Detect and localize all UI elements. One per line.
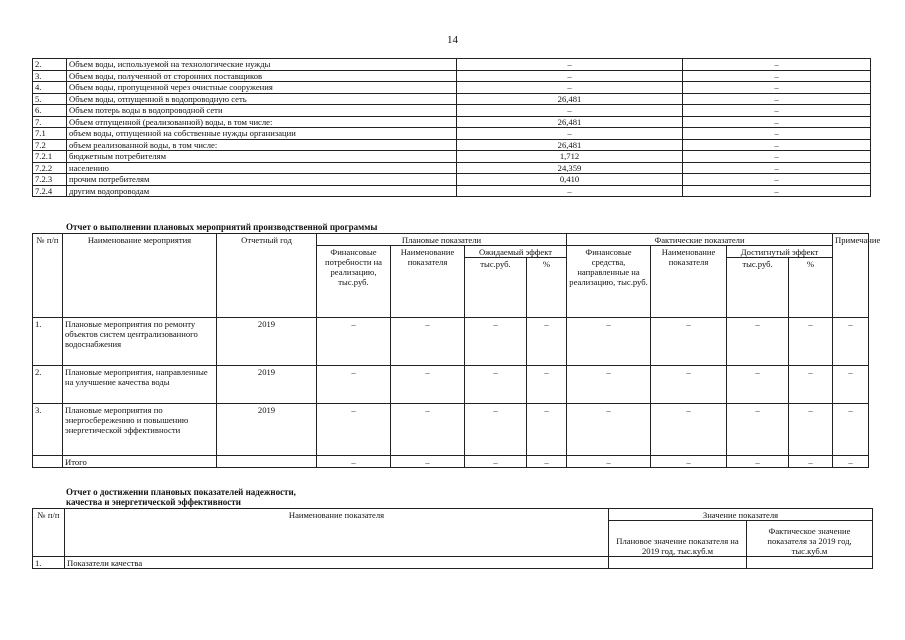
row-plan-value: 26,481	[457, 139, 683, 151]
row-value: –	[317, 318, 391, 366]
row-number: 4.	[33, 82, 67, 94]
row-value: –	[651, 366, 727, 404]
row-fact-value: –	[683, 151, 871, 163]
total-value: –	[391, 456, 465, 468]
table-row	[33, 185, 871, 197]
row-plan-value: –	[457, 82, 683, 94]
row-value: –	[567, 404, 651, 456]
row-activity-name: Плановые мероприятия, направленные на улучшение качества воды	[63, 366, 217, 404]
table-row	[33, 557, 873, 569]
table-row	[33, 151, 871, 163]
total-value: –	[527, 456, 567, 468]
table-row	[33, 82, 871, 94]
row-name: объем воды, отпущенной на собственные нужды организации	[67, 128, 457, 140]
row-fact-value: –	[683, 82, 871, 94]
row-activity-name: Плановые мероприятия по ремонту объектов систем централизованного водоснабжения	[63, 318, 217, 366]
row-name: Объем воды, используемой на технологические нужды	[67, 59, 457, 71]
activities-table	[32, 233, 881, 468]
indicators-table	[32, 508, 873, 569]
row-number: 7.1	[33, 128, 67, 140]
row-fact-value: –	[683, 185, 871, 197]
col-num: № п/п	[33, 234, 63, 318]
row-value: –	[391, 404, 465, 456]
row-plan-value: 24,359	[457, 162, 683, 174]
row-value: –	[567, 366, 651, 404]
row-number: 6.	[33, 105, 67, 117]
col-num: № п/п	[33, 509, 65, 557]
table-row	[33, 93, 871, 105]
total-value: –	[317, 456, 391, 468]
row-number: 7.	[33, 116, 67, 128]
row-value: –	[391, 318, 465, 366]
table-row	[33, 366, 869, 404]
row-name: прочим потребителям	[67, 174, 457, 186]
row-value: –	[317, 404, 391, 456]
water-volume-table	[32, 58, 871, 197]
row-name: Объем воды, полученной от сторонних поставщиков	[67, 70, 457, 82]
row-plan-value: –	[457, 128, 683, 140]
col-actual-group: Фактические показатели	[567, 234, 833, 246]
row-plan-value: –	[457, 185, 683, 197]
total-value: –	[567, 456, 651, 468]
row-name: Объем потерь воды в водопроводной сети	[67, 105, 457, 117]
table-row	[33, 318, 869, 366]
row-fact-value	[747, 557, 873, 569]
total-label: Итого	[63, 456, 217, 468]
row-fact-value: –	[683, 174, 871, 186]
col-expected-pct: %	[527, 258, 567, 318]
row-indicator-name: Показатели качества	[65, 557, 609, 569]
row-fact-value: –	[683, 59, 871, 71]
row-plan-value	[609, 557, 747, 569]
report1-title: Отчет о выполнении плановых мероприятий производственной программы	[66, 222, 378, 232]
row-number: 7.2.1	[33, 151, 67, 163]
row-year: 2019	[217, 318, 317, 366]
row-value: –	[527, 366, 567, 404]
row-number: 3.	[33, 404, 63, 456]
row-number: 7.2.4	[33, 185, 67, 197]
row-plan-value: 26,481	[457, 116, 683, 128]
row-fact-value: –	[683, 139, 871, 151]
col-fact-finance: Финансовые средства, направленные на реализацию, тыс.руб.	[567, 246, 651, 318]
col-plan-indicator: Наименование показателя	[391, 246, 465, 318]
report2-title-line1: Отчет о достижении плановых показателей надежности,	[66, 487, 296, 497]
table-row	[33, 116, 871, 128]
row-value: –	[391, 366, 465, 404]
row-value: –	[317, 366, 391, 404]
row-year: 2019	[217, 366, 317, 404]
col-fact-indicator: Наименование показателя	[651, 246, 727, 318]
row-value: –	[833, 404, 869, 456]
col-year: Отчетный год	[217, 234, 317, 318]
total-value: –	[833, 456, 869, 468]
col-plan-value: Плановое значение показателя на 2019 год, тыс.куб.м	[609, 521, 747, 557]
row-name: Объем воды, отпущенной в водопроводную сеть	[67, 93, 457, 105]
total-value: –	[727, 456, 789, 468]
row-fact-value: –	[683, 93, 871, 105]
row-number: 5.	[33, 93, 67, 105]
row-name: объем реализованной воды, в том числе:	[67, 139, 457, 151]
row-number: 1.	[33, 318, 63, 366]
table-row	[33, 139, 871, 151]
row-fact-value: –	[683, 70, 871, 82]
row-number: 7.2.3	[33, 174, 67, 186]
row-plan-value: –	[457, 70, 683, 82]
row-name: другим водопроводам	[67, 185, 457, 197]
row-number: 7.2	[33, 139, 67, 151]
col-value-group: Значение показателя	[609, 509, 873, 521]
row-fact-value: –	[683, 162, 871, 174]
col-fact-value: Фактическое значение показателя за 2019 год, тыс.куб.м	[747, 521, 873, 557]
row-value: –	[465, 318, 527, 366]
table-row	[33, 59, 871, 71]
table-row	[33, 70, 871, 82]
row-value: –	[727, 404, 789, 456]
row-plan-value: 0,410	[457, 174, 683, 186]
table-row	[33, 174, 871, 186]
col-note: Примечание	[833, 234, 869, 318]
row-fact-value: –	[683, 128, 871, 140]
total-year	[217, 456, 317, 468]
table-row	[33, 105, 871, 117]
row-name: Объем воды, пропущенной через очистные сооружения	[67, 82, 457, 94]
row-fact-value: –	[683, 116, 871, 128]
page-number: 14	[447, 34, 458, 46]
total-row	[33, 456, 869, 468]
col-planned-group: Плановые показатели	[317, 234, 567, 246]
row-number: 7.2.2	[33, 162, 67, 174]
table-row	[33, 128, 871, 140]
row-plan-value: 1,712	[457, 151, 683, 163]
col-achieved-rub: тыс.руб.	[727, 258, 789, 318]
total-value: –	[789, 456, 833, 468]
row-name: населению	[67, 162, 457, 174]
row-fact-value: –	[683, 105, 871, 117]
row-value: –	[651, 318, 727, 366]
col-expected-rub: тыс.руб.	[465, 258, 527, 318]
row-value: –	[527, 404, 567, 456]
row-value: –	[651, 404, 727, 456]
total-number	[33, 456, 63, 468]
row-plan-value: 26,481	[457, 93, 683, 105]
row-value: –	[789, 318, 833, 366]
row-value: –	[465, 404, 527, 456]
row-number: 2.	[33, 59, 67, 71]
total-value: –	[465, 456, 527, 468]
col-achieved-pct: %	[789, 258, 833, 318]
row-name: бюджетным потребителям	[67, 151, 457, 163]
col-expected-effect: Ожидаемый эффект	[465, 246, 567, 258]
row-value: –	[833, 318, 869, 366]
row-name: Объем отпущенной (реализованной) воды, в том числе:	[67, 116, 457, 128]
row-value: –	[789, 366, 833, 404]
row-value: –	[567, 318, 651, 366]
row-year: 2019	[217, 404, 317, 456]
col-achieved-effect: Достигнутый эффект	[727, 246, 833, 258]
table-row	[33, 162, 871, 174]
row-value: –	[527, 318, 567, 366]
row-plan-value: –	[457, 59, 683, 71]
col-activity-name: Наименование мероприятия	[63, 234, 217, 318]
row-value: –	[727, 318, 789, 366]
row-number: 1.	[33, 557, 65, 569]
total-value: –	[651, 456, 727, 468]
row-number: 2.	[33, 366, 63, 404]
row-value: –	[789, 404, 833, 456]
row-value: –	[833, 366, 869, 404]
report2-title-line2: качества и энергетической эффективности	[66, 497, 241, 507]
row-plan-value: –	[457, 105, 683, 117]
col-plan-finance: Финансовые потребности на реализацию, тыс.руб.	[317, 246, 391, 318]
row-activity-name: Плановые мероприятия по энергосбережению и повышению энергетической эффективности	[63, 404, 217, 456]
row-value: –	[465, 366, 527, 404]
row-value: –	[727, 366, 789, 404]
row-number: 3.	[33, 70, 67, 82]
col-indicator-name: Наименование показателя	[65, 509, 609, 557]
table-row	[33, 404, 869, 456]
